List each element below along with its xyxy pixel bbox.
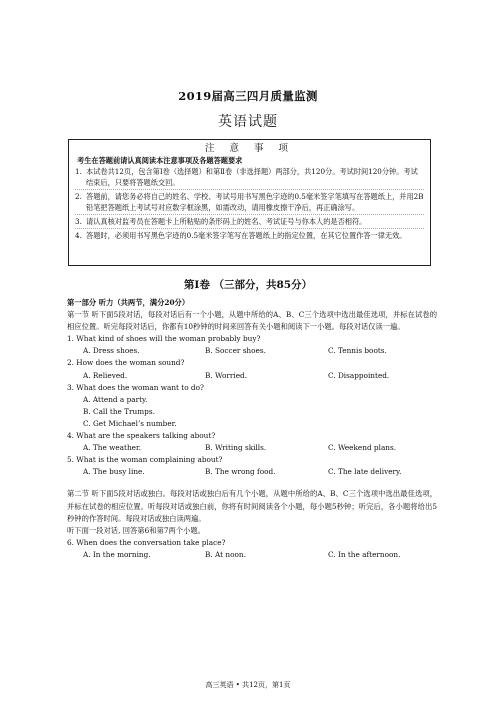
listen-instruction: 听下面一段对话, 回答第6和第7两个小题。 bbox=[67, 525, 205, 535]
notice-item bbox=[75, 166, 424, 188]
section-intro: 第一节 听下面5段对话，每段对话后有一个小题，从题中所给的A、B、C三个选项中选出最佳选项，并标在试卷的相应位置。听完每段对话后，你都有10秒钟的时间来回答有关小题和阅读下一小题。每段对话仅读一遍。 bbox=[67, 310, 437, 332]
notice-item bbox=[75, 230, 424, 241]
notice-lead: 考生在答题前请认真阅读本注意事项及各题答题要求 bbox=[77, 156, 243, 165]
question-text: 2. How does the woman sound? bbox=[67, 358, 185, 368]
notice-box bbox=[68, 139, 431, 266]
option-c: C. Get Michael’s number. bbox=[83, 418, 177, 428]
notice-item-text: 答题前，请您务必将自己的姓名、学校、考试号用书写黑色字迹的0.5毫米签字笔填写在答题纸上，并用2B铅笔把答题纸上考试号对应数字框涂黑，如需改动，请用橡皮擦干净后，再正确涂写。 bbox=[86, 192, 424, 212]
question-block bbox=[67, 537, 437, 561]
option-a: A. Attend a party. bbox=[83, 394, 148, 404]
notice-list bbox=[75, 166, 424, 241]
option-c: C. In the afternoon. bbox=[328, 549, 401, 559]
page-footer: 高三英语 • 共12页，第1页 bbox=[205, 681, 291, 689]
answer-options bbox=[83, 442, 437, 454]
option-a: A. The weather. bbox=[83, 443, 141, 453]
divider bbox=[75, 228, 424, 229]
part-title: 第Ⅰ卷 （三部分，共85分） bbox=[183, 279, 313, 291]
section2-intro: 第二节 听下面5段对话或独白。每段对话或独白后有几个小题，从题中所给的A、B、C三个选项中选出最佳选项，并标在试卷的相应位置。听每段对话或独白前，你将有时间阅读各个小题，每小题5秒钟；听完后，各小题将给出5秒钟的作答时间。每段对话或独白读两遍。 bbox=[67, 489, 437, 523]
option-a: A. Relieved. bbox=[83, 370, 128, 380]
section-heading: 第一部分 听力（共两节，满分20分） bbox=[67, 298, 190, 307]
exam-subtitle: 英语试题 bbox=[218, 114, 278, 130]
question-block bbox=[67, 430, 437, 454]
notice-item-number: 2. bbox=[75, 192, 82, 201]
question-block bbox=[67, 382, 437, 430]
option-a: A. Dress shoes. bbox=[83, 346, 140, 356]
divider bbox=[75, 189, 424, 190]
question-text: 4. What are the speakers talking about? bbox=[67, 431, 216, 441]
divider bbox=[75, 214, 424, 215]
question-block bbox=[67, 454, 437, 478]
option-b: B. Soccer shoes. bbox=[205, 346, 266, 356]
notice-item bbox=[75, 191, 424, 213]
answer-options bbox=[83, 345, 437, 357]
option-c: C. Tennis boots. bbox=[328, 346, 387, 356]
exam-title: 2019届高三四月质量监测 bbox=[178, 89, 318, 103]
question-text: 5. What is the woman complaining about? bbox=[67, 455, 223, 465]
spacer bbox=[67, 478, 437, 488]
question-block bbox=[67, 333, 437, 357]
option-b: B. Writing skills. bbox=[205, 443, 267, 453]
notice-item-text: 请认真核对监考员在答题卡上所粘贴的条形码上的姓名、考试证号与你本人的是否相符。 bbox=[86, 217, 367, 226]
answer-options bbox=[83, 466, 437, 478]
notice-item-text: 答题时，必须用书写黑色字迹的0.5毫米签字笔写在答题纸上的指定位置，在其它位置作答一律无效。 bbox=[86, 231, 407, 240]
option-a: A. The busy line. bbox=[83, 467, 145, 477]
notice-item-number: 4. bbox=[75, 231, 82, 240]
option-b: B. The wrong food. bbox=[205, 467, 276, 477]
option-b: B. At noon. bbox=[205, 549, 246, 559]
notice-item-number: 3. bbox=[75, 217, 82, 226]
option-b: B. Call the Trumps. bbox=[83, 406, 155, 416]
option-a: A. In the morning. bbox=[83, 549, 151, 559]
notice-heading: 注 意 事 项 bbox=[204, 143, 295, 154]
answer-options bbox=[83, 370, 437, 382]
question-text: 6. When does the conversation take place? bbox=[67, 537, 226, 547]
question-text: 3. What does the woman want to do? bbox=[67, 382, 204, 392]
notice-item-number: 1. bbox=[75, 167, 82, 176]
answer-options bbox=[83, 549, 437, 561]
notice-item bbox=[75, 216, 424, 227]
question-block bbox=[67, 357, 437, 381]
section-content bbox=[67, 297, 437, 561]
option-c: C. Weekend plans. bbox=[328, 443, 397, 453]
notice-item-text: 本试卷共12页，包含第Ⅰ卷（选择题）和第Ⅱ卷（非选择题）两部分，共120分。考试时间120分钟。考试结束后，只要将答题纸交回。 bbox=[86, 167, 418, 187]
option-b: B. Worried. bbox=[205, 370, 248, 380]
question-text: 1. What kind of shoes will the woman probably buy? bbox=[67, 334, 261, 344]
option-c: C. The late delivery. bbox=[328, 467, 402, 477]
option-c: C. Disappointed. bbox=[328, 370, 390, 380]
